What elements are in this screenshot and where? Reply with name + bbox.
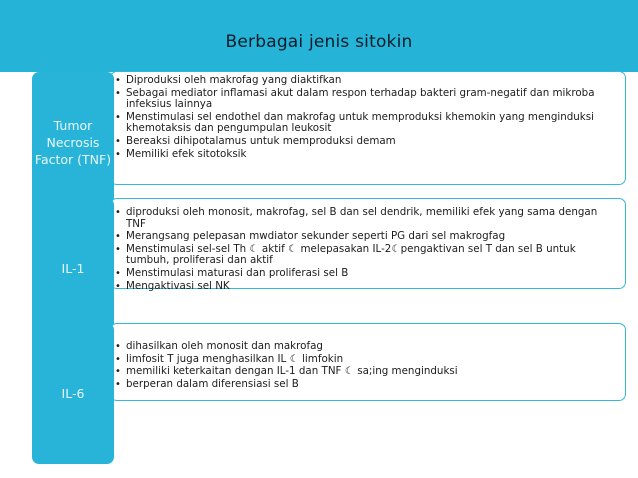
il1-bullet: • Merangsang pelepasan mwdiator sekunder seperti PG dari sel makrogfag — [115, 231, 619, 243]
tnf-bullet: • Sebagai mediator inflamasi akut dalam respon terhadap bakteri gram-negatif dan mikroba infeksius lainnya — [115, 88, 619, 111]
il1-bullet: • diproduksi oleh monosit, makrofag, sel B dan sel dendrik, memiliki efek yang sama dengan TNF — [115, 207, 619, 230]
il1-description-panel — [110, 198, 626, 292]
il1-category-label — [32, 198, 114, 338]
tnf-description-panel — [110, 71, 626, 185]
il6-bullet: • dihasilkan oleh monosit dan makrofag — [115, 341, 619, 353]
tnf-category-text: Tumor Necrosis Factor (TNF) — [34, 118, 112, 167]
il6-bullet-list — [115, 341, 619, 390]
tnf-bullet: • Memiliki efek sitotoksik — [115, 149, 619, 161]
tnf-bullet: • Menstimulasi sel endothel dan makrofag untuk memproduksi khemokin yang menginduksi khemotaksis dan pengumpulan leukosit — [115, 112, 619, 135]
il1-bullet: • Mengaktivasi sel NK — [115, 281, 619, 293]
il1-bullet: • Menstimulasi maturasi dan proliferasi sel B — [115, 268, 619, 280]
tnf-bullet-list — [115, 75, 619, 160]
tnf-bullet: • Bereaksi dihipotalamus untuk memproduksi demam — [115, 136, 619, 148]
il6-bullet: • memiliki keterkaitan dengan IL-1 dan TNF ☾ sa;ing menginduksi — [115, 366, 619, 378]
tnf-category-label — [32, 72, 114, 213]
il6-bullet: • limfosit T juga menghasilkan IL ☾ limfokin — [115, 354, 619, 366]
il6-category-label — [32, 323, 114, 464]
il1-bullet: • Menstimulasi sel-sel Th ☾ aktif ☾ melepasakan IL-2☾pengaktivan sel T dan sel B untuk tumbuh, proliferasi dan aktif — [115, 244, 619, 267]
il6-description-panel — [110, 323, 626, 401]
il6-bullet: • berperan dalam diferensiasi sel B — [115, 379, 619, 391]
tnf-bullet: • Diproduksi oleh makrofag yang diaktifkan — [115, 75, 619, 87]
il1-category-text: IL-1 — [61, 260, 85, 276]
slide-title: Berbagai jenis sitokin — [225, 32, 413, 52]
il6-category-text: IL-6 — [61, 386, 85, 401]
il1-bullet-list — [115, 207, 619, 292]
